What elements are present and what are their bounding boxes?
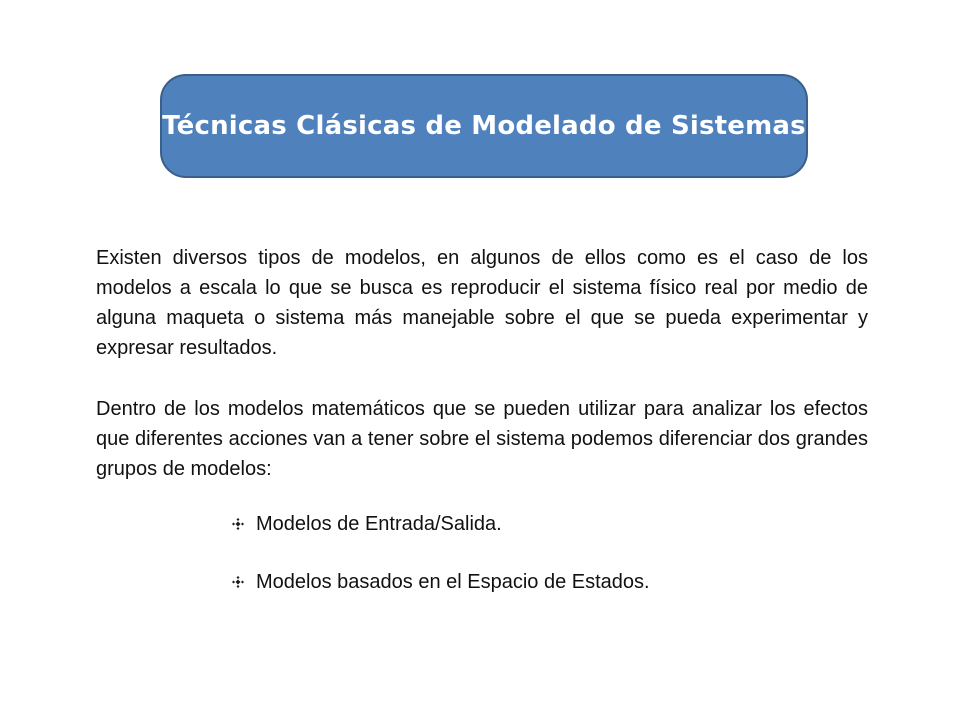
paragraph-models: Dentro de los modelos matemáticos que se pueden utilizar para analizar los efectos que diferentes acciones van a tener sobre el sistema podemos diferenciar dos grandes grupos de modelos: <box>96 398 868 480</box>
bullet-item-state-space <box>232 568 650 596</box>
four-diamond-bullet-icon <box>232 518 244 530</box>
paragraph-intro: Existen diversos tipos de modelos, en algunos de ellos como es el caso de los modelos a escala lo que se busca es reproducir el sistema físico real por medio de alguna maqueta o sistema más manejable sobre el que se pueda experimentar y expresar resultados. <box>96 247 868 359</box>
bullet-item-input-output <box>232 510 502 538</box>
four-diamond-bullet-icon <box>232 576 244 588</box>
slide-title-box <box>160 74 808 178</box>
bullet-label: Modelos basados en el Espacio de Estados. <box>256 571 650 593</box>
bullet-label: Modelos de Entrada/Salida. <box>256 513 502 535</box>
slide-title: Técnicas Clásicas de Modelado de Sistemas <box>162 111 806 141</box>
